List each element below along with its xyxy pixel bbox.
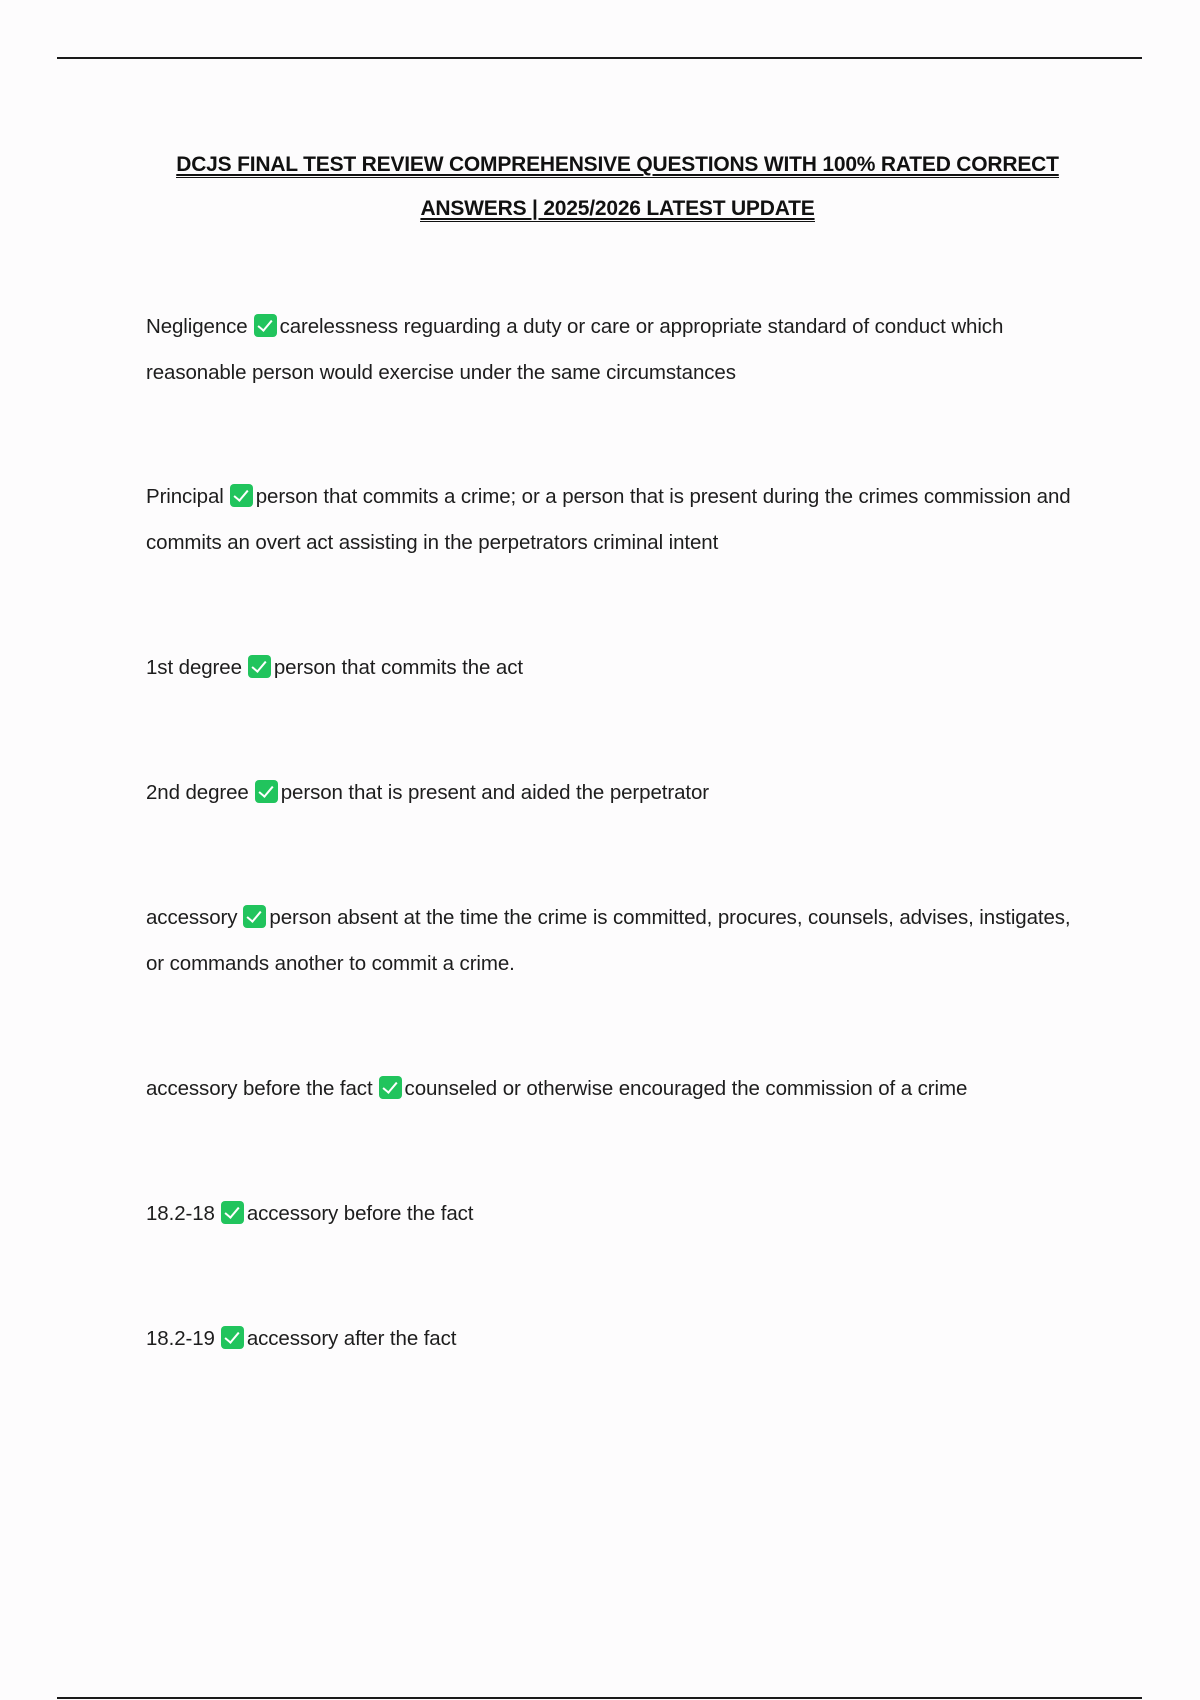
title-line-2: ANSWERS | 2025/2026 LATEST UPDATE — [420, 197, 815, 220]
document-title — [150, 143, 1085, 231]
entry-term: 18.2-18 — [146, 1202, 215, 1225]
top-rule — [57, 57, 1142, 59]
entry-term: 2nd degree — [146, 781, 249, 804]
entry-definition: person that commits a crime; or a person that is present during the crimes commission and commits an overt act assisting in the perpetrators criminal intent — [146, 485, 1071, 554]
entry-term: accessory — [146, 906, 238, 929]
qa-entry-principal — [146, 474, 1086, 566]
entry-term: Principal — [146, 485, 224, 508]
entry-definition: person absent at the time the crime is committed, procures, counsels, advises, instigates, or commands another to commit a crime. — [146, 906, 1071, 975]
check-icon — [248, 655, 271, 678]
entry-term: 1st degree — [146, 656, 242, 679]
entry-definition: person that is present and aided the perpetrator — [280, 781, 709, 804]
qa-entry-accessory-before-the-fact — [146, 1066, 1086, 1112]
entry-definition: person that commits the act — [273, 656, 523, 679]
entry-term: Negligence — [146, 315, 248, 338]
check-icon — [255, 780, 278, 803]
check-icon — [254, 314, 277, 337]
check-icon — [379, 1076, 402, 1099]
entry-term: accessory before the fact — [146, 1077, 373, 1100]
bottom-rule — [57, 1697, 1142, 1699]
entry-definition: accessory after the fact — [246, 1327, 457, 1350]
entry-definition: carelessness reguarding a duty or care or appropriate standard of conduct which reasonable person would exercise under the same circumstances — [146, 315, 1004, 384]
entry-definition: counseled or otherwise encouraged the commission of a crime — [404, 1077, 968, 1100]
qa-entry-18-2-18 — [146, 1191, 1086, 1237]
qa-entry-negligence — [146, 304, 1086, 396]
check-icon — [221, 1326, 244, 1349]
title-line-1: DCJS FINAL TEST REVIEW COMPREHENSIVE QUESTIONS WITH 100% RATED CORRECT — [176, 153, 1059, 176]
qa-entry-1st-degree — [146, 645, 1086, 691]
qa-entry-18-2-19 — [146, 1316, 1086, 1362]
check-icon — [221, 1201, 244, 1224]
check-icon — [243, 905, 266, 928]
check-icon — [230, 484, 253, 507]
entry-term: 18.2-19 — [146, 1327, 215, 1350]
qa-entry-2nd-degree — [146, 770, 1086, 816]
qa-entry-accessory — [146, 895, 1086, 987]
entry-definition: accessory before the fact — [246, 1202, 474, 1225]
